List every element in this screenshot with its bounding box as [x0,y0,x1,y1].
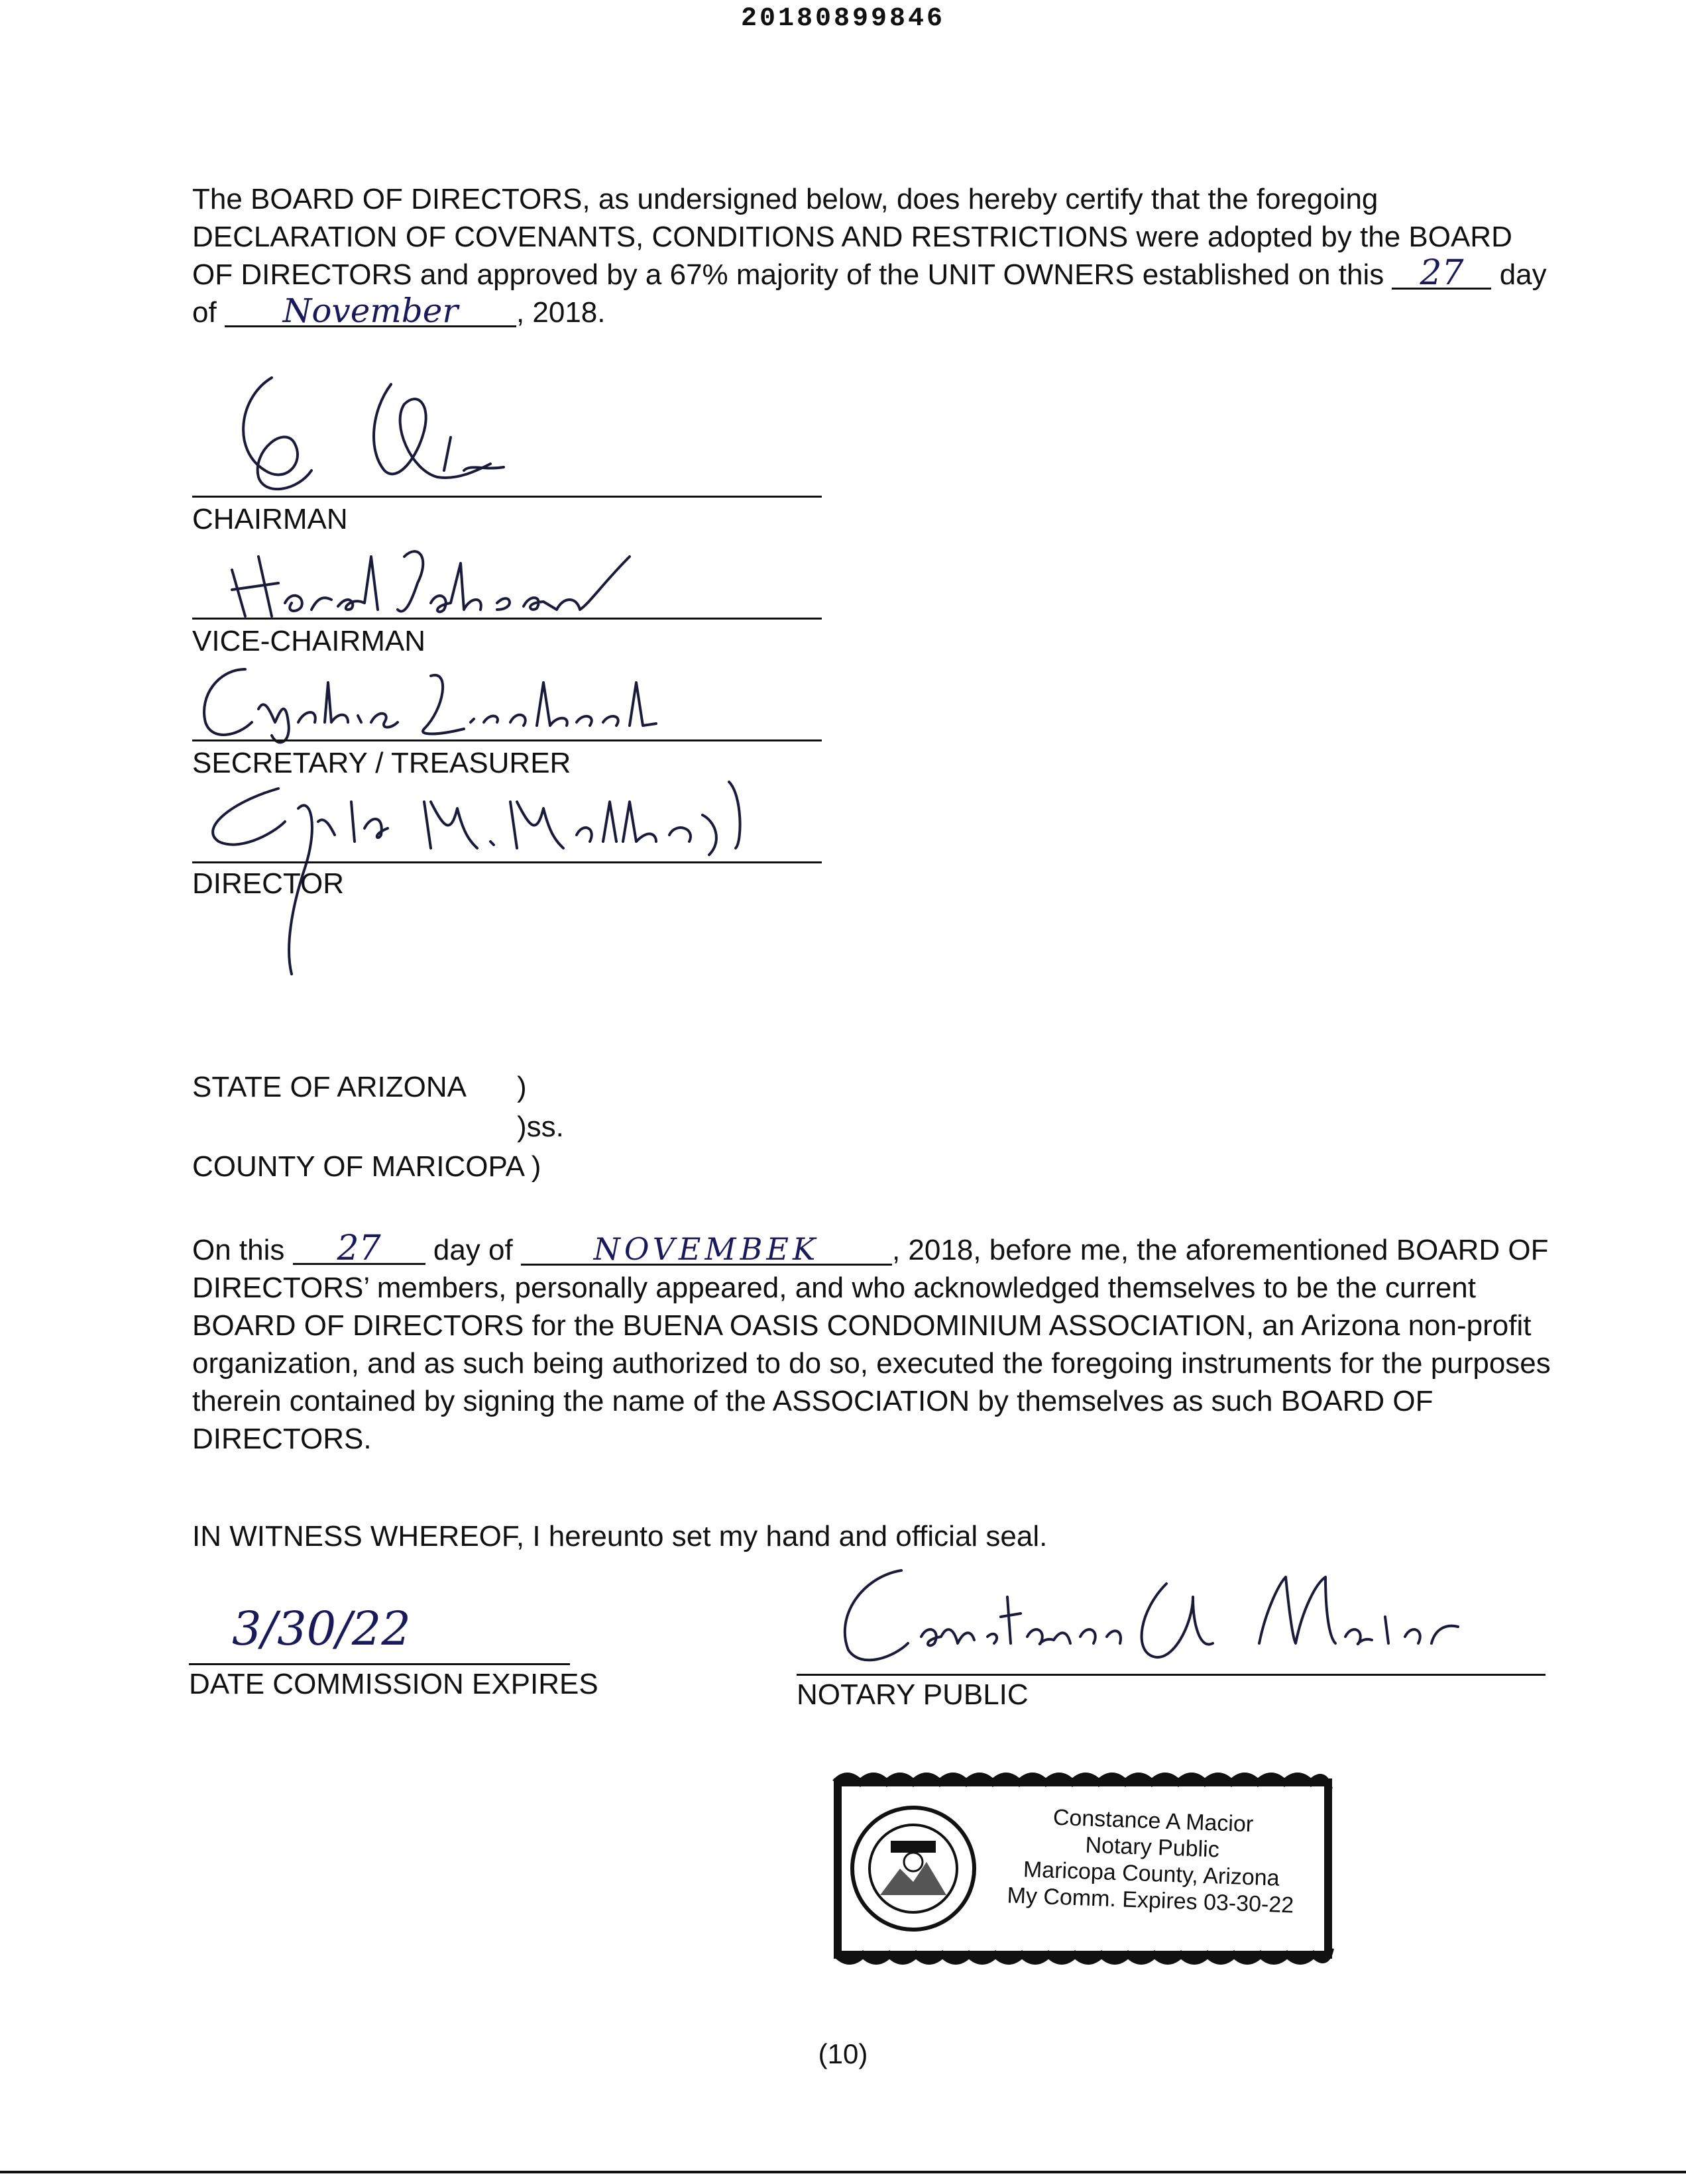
notary-signature-line [797,1674,1546,1676]
secretary-treasurer-signature [192,656,669,749]
commission-date: 3/30/22 [232,1602,411,1656]
stamp-notary-name: Constance A Macior [1052,1804,1254,1837]
stamp-expiration: My Comm. Expires 03-30-22 [1007,1883,1294,1918]
vice-chairman-label: VICE-CHAIRMAN [192,625,426,657]
acknowledgment-month: NOVEMBEK [521,1234,892,1266]
vice-chairman-signature-line [192,618,822,620]
certification-text: The BOARD OF DIRECTORS, as undersigned below, does hereby certify that the foregoing DECLARATION OF COVENANTS, CONDITIONS AND RESTRICTIONS were adopted by the BOARD OF DIRECTORS and approved by a 67% majority of the UNIT OWNERS established on this [192,183,1512,291]
witness-statement: IN WITNESS WHEREOF, I hereunto set my hand and official seal. [192,1520,1048,1553]
vice-chairman-signature [219,530,643,629]
stamp-county: Maricopa County, Arizona [1023,1857,1280,1891]
stamp-text [978,1802,1325,1920]
notary-signature [822,1557,1471,1676]
certification-paragraph [192,180,1557,331]
arizona-seal-icon [852,1808,974,1930]
chairman-signature-line [192,496,822,498]
certification-year: , 2018. [516,296,606,329]
acknowledgment-text: , 2018, before me, the aforementioned BOARD OF DIRECTORS’ members, personally appeared, and who acknowledged themselves to be the current BOARD OF DIRECTORS for the BUENA OASIS CONDOMINIUM ASSOCIATION, an Arizona non-profit organization, and as such being authorized to do so, executed the foregoing instruments for the purposes therein contained by signing the name of the ASSOCIATION by themselves as such BOARD OF DIRECTORS. [192,1234,1551,1455]
certification-day-of: day of [192,258,1547,329]
venue-state: STATE OF ARIZONA [192,1071,467,1103]
secretary-treasurer-signature-line [192,739,822,741]
secretary-treasurer-label: SECRETARY / TREASURER [192,747,571,779]
acknowledgment-on-this: On this [192,1234,285,1266]
chairman-label: CHAIRMAN [192,503,348,535]
notary-public-label: NOTARY PUBLIC [797,1678,1029,1711]
acknowledgment-paragraph [192,1228,1551,1458]
venue-state-paren: ) [517,1071,527,1103]
notary-stamp [827,1763,1337,1973]
certification-day: 27 [1392,258,1491,290]
bottom-rule [0,2171,1686,2173]
certification-month: November [225,296,516,327]
commission-date-line [189,1663,570,1665]
page-number: (10) [818,2038,868,2069]
director-label: DIRECTOR [192,867,344,900]
chairman-signature [225,371,557,504]
acknowledgment-day: 27 [293,1234,425,1265]
document-number: 20180899846 [740,4,946,34]
commission-date-label: DATE COMMISSION EXPIRES [189,1668,598,1700]
venue-ss: )ss. [517,1111,564,1143]
director-signature-line [192,861,822,863]
acknowledgment-day-of: day of [433,1234,513,1266]
stamp-notary-title: Notary Public [1084,1832,1220,1863]
venue-county: COUNTY OF MARICOPA ) [192,1150,541,1183]
